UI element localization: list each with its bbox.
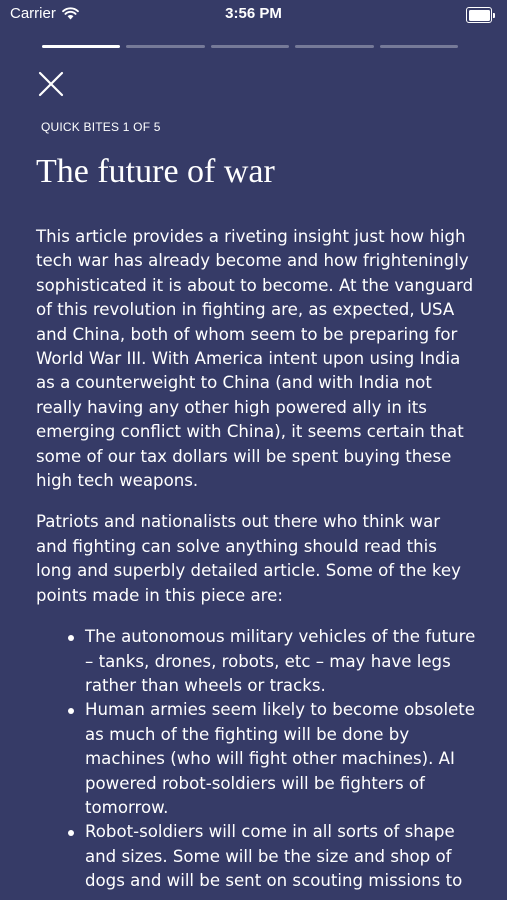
list-item: Robot-soldiers will come in all sorts of shape and sizes. Some will be the size and shop of dogs and will be sent on scouting missions to	[85, 820, 476, 893]
carrier-label: Carrier	[10, 5, 56, 22]
progress-segment	[380, 45, 458, 48]
list-item: Human armies seem likely to become obsolete as much of the fighting will be done by machines (who will fight other machines). AI powered robot-soldiers will be fighters of tomorrow.	[85, 698, 476, 820]
battery-body	[466, 7, 492, 23]
close-button[interactable]	[36, 69, 66, 99]
story-progress-bar	[42, 45, 458, 48]
battery-fill	[469, 10, 490, 21]
article-body	[36, 225, 476, 894]
close-icon	[36, 69, 66, 99]
list-item: The autonomous military vehicles of the future – tanks, drones, robots, etc – may have legs rather than wheels or tracks.	[85, 625, 476, 698]
progress-segment	[126, 45, 204, 48]
article-paragraph: This article provides a riveting insight just how high tech war has already become and how frighteningly sophisticated it is about to become. At the vanguard of this revolution in fighting are, as expected, USA and China, both of whom seem to be preparing for World War III. With America intent upon using India as a counterweight to China (and with India not really having any other high powered ally in its emerging conflict with China), it seems certain that some of our tax dollars will be spent buying these high tech weapons.	[36, 227, 474, 491]
battery-icon	[466, 7, 495, 23]
story-title: The future of war	[36, 153, 275, 190]
article-paragraph: Patriots and nationalists out there who think war and fighting can solve anything should read this long and superbly detailed article. Some of the key points made in this piece are:	[36, 512, 461, 605]
battery-tip	[493, 13, 495, 18]
progress-segment	[42, 45, 120, 48]
progress-segment	[211, 45, 289, 48]
status-bar	[0, 0, 507, 28]
story-kicker: QUICK BITES 1 OF 5	[41, 120, 161, 134]
status-time: 3:56 PM	[225, 5, 282, 22]
key-points-list	[36, 625, 476, 893]
progress-segment	[295, 45, 373, 48]
